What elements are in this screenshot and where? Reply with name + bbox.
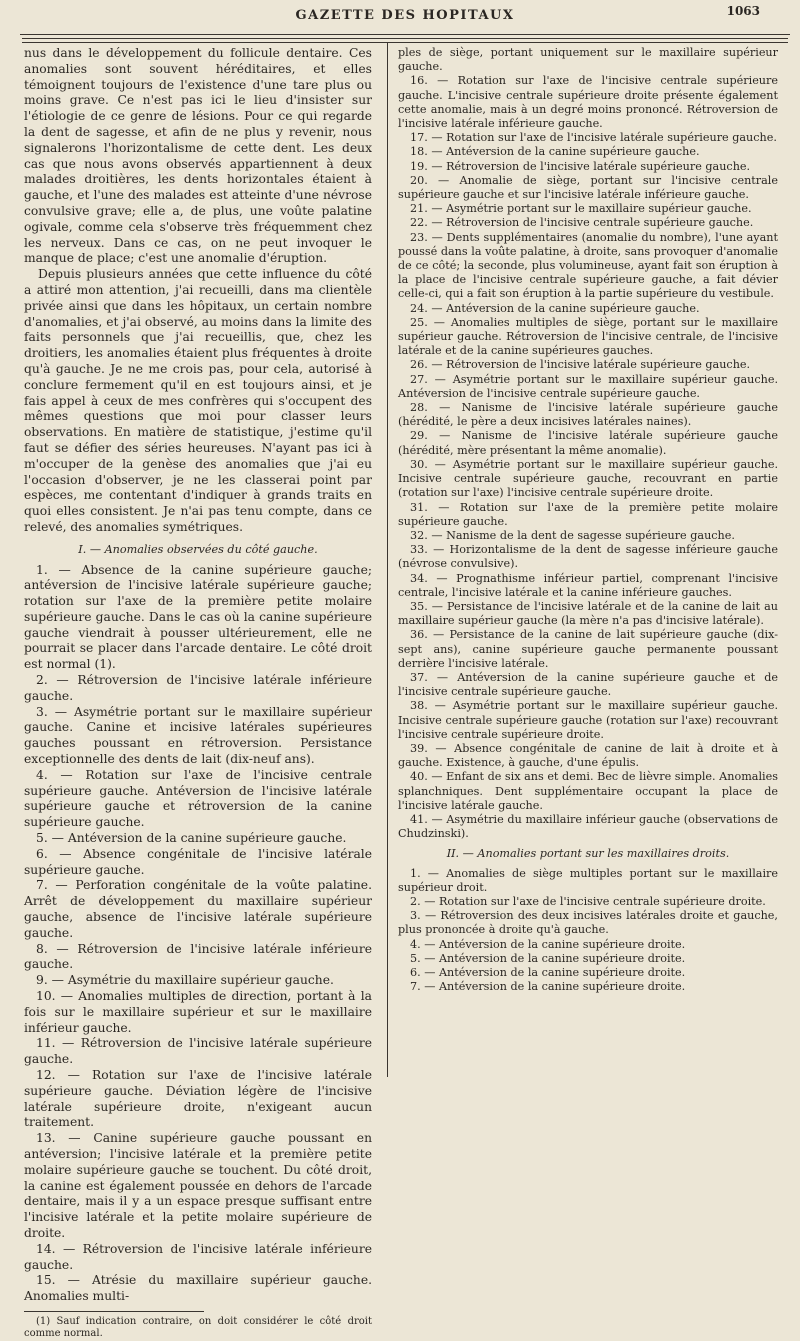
observation-entry: 8. — Rétroversion de l'incisive latérale inférieure gauche. [24,941,372,972]
observation-entry: 13. — Canine supérieure gauche poussant en antéversion; l'incisive latérale et la première petite molaire supérieure gauche se touchent. Du côté droit, la canine est également poussée en dehors de l'arcade dentaire, mais il y a un espace presque suffisant entre l'incisive latérale et la petite molaire supérieure de droite. [24,1131,372,1240]
observation-entry: 1. — Absence de la canine supérieure gauche; antéversion de l'incisive latérale supérieure gauche; rotation sur l'axe de la première petite molaire supérieure gauche. Dans le cas où la canine supérieure gauche viendrait à pousser ultérieurement, elle ne pourrait se placer dans l'arcade dentaire. Le côté droit est normal (1). [24,562,372,672]
observation-entry: 34. — Prognathisme inférieur partiel, comprenant l'incisive centrale, l'incisive latérale et la canine inférieure gauches. [398,571,778,599]
footnote: (1) Sauf indication contraire, on doit considérer le côté droit comme normal. [24,1315,372,1340]
observation-entry: 2. — Rétroversion de l'incisive latérale inférieure gauche. [24,673,372,703]
observation-entry: 38. — Asymétrie portant sur le maxillaire supérieur gauche. Incisive centrale supérieure gauche (rotation sur l'axe) recouvrant l'incisive centrale supérieure droite. [398,699,778,741]
observation-entry: 18. — Antéversion de la canine supérieure gauche. [410,145,700,159]
observation-entry: 1. — Anomalies de siège multiples portant sur le maxillaire supérieur droit. [398,866,778,894]
observation-entry: 4. — Rotation sur l'axe de l'incisive centrale supérieure gauche. Antéversion de l'incisive latérale supérieure gauche et rétroversion de la canine supérieure gauche. [24,767,372,830]
observation-entry: 37. — Antéversion de la canine supérieure gauche et de l'incisive centrale supérieure gauche. [398,670,778,699]
observation-entry: 27. — Asymétrie portant sur le maxillaire supérieur gauche. Antéversion de l'incisive centrale supérieure gauche. [398,372,778,400]
observation-entry: 5. — Antéversion de la canine supérieure gauche. [36,831,347,846]
observation-entry: 7. — Antéversion de la canine supérieure droite. [410,980,686,994]
observation-entry: 14. — Rétroversion de l'incisive latérale inférieure gauche. [24,1241,372,1272]
observation-entry: 28. — Nanisme de l'incisive latérale supérieure gauche (hérédité, le père a deux incisives latérales naines). [398,401,778,429]
observation-entry: 32. — Nanisme de la dent de sagesse supérieure gauche. [410,528,735,542]
observation-entry: 30. — Asymétrie portant sur le maxillaire supérieur gauche. Incisive centrale supérieure gauche, recouvrant en partie (rotation sur l'axe) l'incisive centrale supérieure droite. [398,457,778,500]
observation-entry: 29. — Nanisme de l'incisive latérale supérieure gauche (hérédité, mère présentant la même anomalie). [398,429,778,457]
observation-entry: ples de siège, portant uniquement sur le maxillaire supérieur gauche. [398,46,778,74]
observation-entry: 36. — Persistance de la canine de lait supérieure gauche (dix-sept ans), canine supérieure gauche permanente poussant derrière l'incisive latérale. [398,628,778,670]
right-column [398,46,778,994]
observation-entry: 5. — Antéversion de la canine supérieure droite. [410,951,686,965]
section-heading: II. — Anomalies portant sur les maxillaires droits. [446,847,730,861]
journal-title: GAZETTE DES HOPITAUX [295,8,515,23]
observation-entry: 24. — Antéversion de la canine supérieure gauche. [410,301,700,315]
footnote-rule [24,1311,204,1312]
observation-entry: 6. — Antéversion de la canine supérieure droite. [410,966,686,979]
page-header [20,0,790,35]
column-divider [387,42,388,1077]
observation-entry: 22. — Rétroversion de l'incisive centrale supérieure gauche. [410,216,754,230]
observation-entry: 17. — Rotation sur l'axe de l'incisive latérale supérieure gauche. [410,131,777,145]
header-rule [22,38,788,43]
observation-entry: 26. — Rétroversion de l'incisive latérale supérieure gauche. [410,358,751,372]
observation-entry: 7. — Perforation congénitale de la voûte palatine. Arrêt de développement du maxillaire supérieur gauche, absence de l'incisive latérale supérieure gauche. [24,878,372,940]
observation-entry: 9. — Asymétrie du maxillaire supérieur gauche. [36,973,334,988]
observation-entry: 39. — Absence congénitale de canine de lait à droite et à gauche. Existence, à gauche, d'une épulis. [398,741,778,770]
left-column [24,46,372,1341]
observation-entry: 12. — Rotation sur l'axe de l'incisive latérale supérieure gauche. Déviation légère de l'incisive latérale supérieure droite, n'exigeant aucun traitement. [24,1068,372,1130]
observation-entry: 10. — Anomalies multiples de direction, portant à la fois sur le maxillaire supérieur et sur le maxillaire inférieur gauche. [24,989,372,1035]
observation-entry: 2. — Rotation sur l'axe de l'incisive centrale supérieure droite. [410,894,766,908]
observation-entry: 16. — Rotation sur l'axe de l'incisive centrale supérieure gauche. L'incisive centrale supérieure droite présente également cette anomalie, mais à un degré moins prononcé. Rétroversion de l'incisive latérale inférieure gauche. [398,74,778,131]
observation-entry: 4. — Antéversion de la canine supérieure droite. [410,937,686,951]
observation-entry: 25. — Anomalies multiples de siège, portant sur le maxillaire supérieur gauche. Rétroversion de l'incisive centrale, de l'incisive latérale et de la canine supérieures gauches. [398,315,778,358]
body-paragraph: nus dans le développement du follicule dentaire. Ces anomalies sont souvent héréditaires, et elles témoignent toujours de l'existence d'une tare plus ou moins grave. Ce n'est pas ici le lieu d'insister sur l'étiologie de ce genre de lésions. Pour ce qui regarde la dent de sagesse, et afin de ne plus y revenir, nous signalerons l'horizontalisme de cette dent. Les deux cas que nous avons observés appartiennent à deux malades droitières, les dents horizontales étaient à gauche, et l'une des malades est atteinte d'une névrose convulsive grave; elle a, de plus, une voûte palatine ogivale, comme cela s'observe très fréquemment chez les nerveux. Dans ce cas, on ne peut invoquer le manque de place; c'est une anomalie d'éruption. [24,46,372,266]
page-number: 1063 [726,4,760,18]
observation-entry: 40. — Enfant de six ans et demi. Bec de lièvre simple. Anomalies splanchniques. Dent supplémentaire occupant la place de l'incisive latérale gauche. [398,770,778,812]
observation-entry: 11. — Rétroversion de l'incisive latérale supérieure gauche. [24,1036,372,1067]
observation-entry: 3. — Asymétrie portant sur le maxillaire supérieur gauche. Canine et incisive latérales supérieures gauches poussant en rétroversion. Persistance exceptionnelle des dents de lait (dix-neuf ans). [24,704,372,767]
section-heading: I. — Anomalies observées du côté gauche. [78,542,318,556]
observation-entry: 19. — Rétroversion de l'incisive latérale supérieure gauche. [410,159,751,173]
observation-entry: 23. — Dents supplémentaires (anomalie du nombre), l'une ayant poussé dans la voûte palatine, à droite, sans provoquer d'anomalie de ce côté; la seconde, plus volumineuse, ayant fait son éruption à la place de l'incisive centrale supérieure gauche, a fait dévier celle-ci, qui a fait son éruption à la partie supérieure du vestibule. [398,230,778,301]
observation-entry: 33. — Horizontalisme de la dent de sagesse inférieure gauche (névrose convulsive). [398,543,778,571]
observation-entry: 20. — Anomalie de siège, portant sur l'incisive centrale supérieure gauche et sur l'incisive latérale inférieure gauche. [398,173,778,202]
observation-entry: 6. — Absence congénitale de l'incisive latérale supérieure gauche. [24,846,372,877]
observation-entry: 35. — Persistance de l'incisive latérale et de la canine de lait au maxillaire supérieur gauche (la mère n'a pas d'incisive latérale). [398,599,778,628]
body-paragraph: Depuis plusieurs années que cette influence du côté a attiré mon attention, j'ai recueilli, dans ma clientèle privée ainsi que dans les hôpitaux, un certain nombre d'anomalies, et j'ai observé, au moins dans la limite des faits personnels que j'ai recueillis, que, chez les droitiers, les anomalies étaient plus fréquentes à droite qu'à gauche. Je ne me crois pas, pour cela, autorisé à conclure fermement qu'il en est toujours ainsi, et je fais appel à ceux de mes confrères qui s'occupent des mêmes questions que moi pour classer leurs observations. En matière de statistique, j'estime qu'il faut se défier des séries heureuses. N'ayant pas ici à m'occuper de la genèse des anomalies que j'ai eu l'occasion d'observer, je ne les classerai point par espèces, me contentant d'indiquer à grands traits en quoi elles consistent. Je n'ai pas tenu compte, dans ce relevé, des anomalies symétriques. [24,267,372,534]
observation-entry: 31. — Rotation sur l'axe de la première petite molaire supérieure gauche. [398,500,778,528]
observation-entry: 15. — Atrésie du maxillaire supérieur gauche. Anomalies multi- [24,1273,372,1304]
observation-entry: 3. — Rétroversion des deux incisives latérales droite et gauche, plus prononcée à droite qu'à gauche. [398,909,778,937]
observation-entry: 21. — Asymétrie portant sur le maxillaire supérieur gauche. [410,202,752,216]
observation-entry: 41. — Asymétrie du maxillaire inférieur gauche (observations de Chudzinski). [398,812,778,841]
